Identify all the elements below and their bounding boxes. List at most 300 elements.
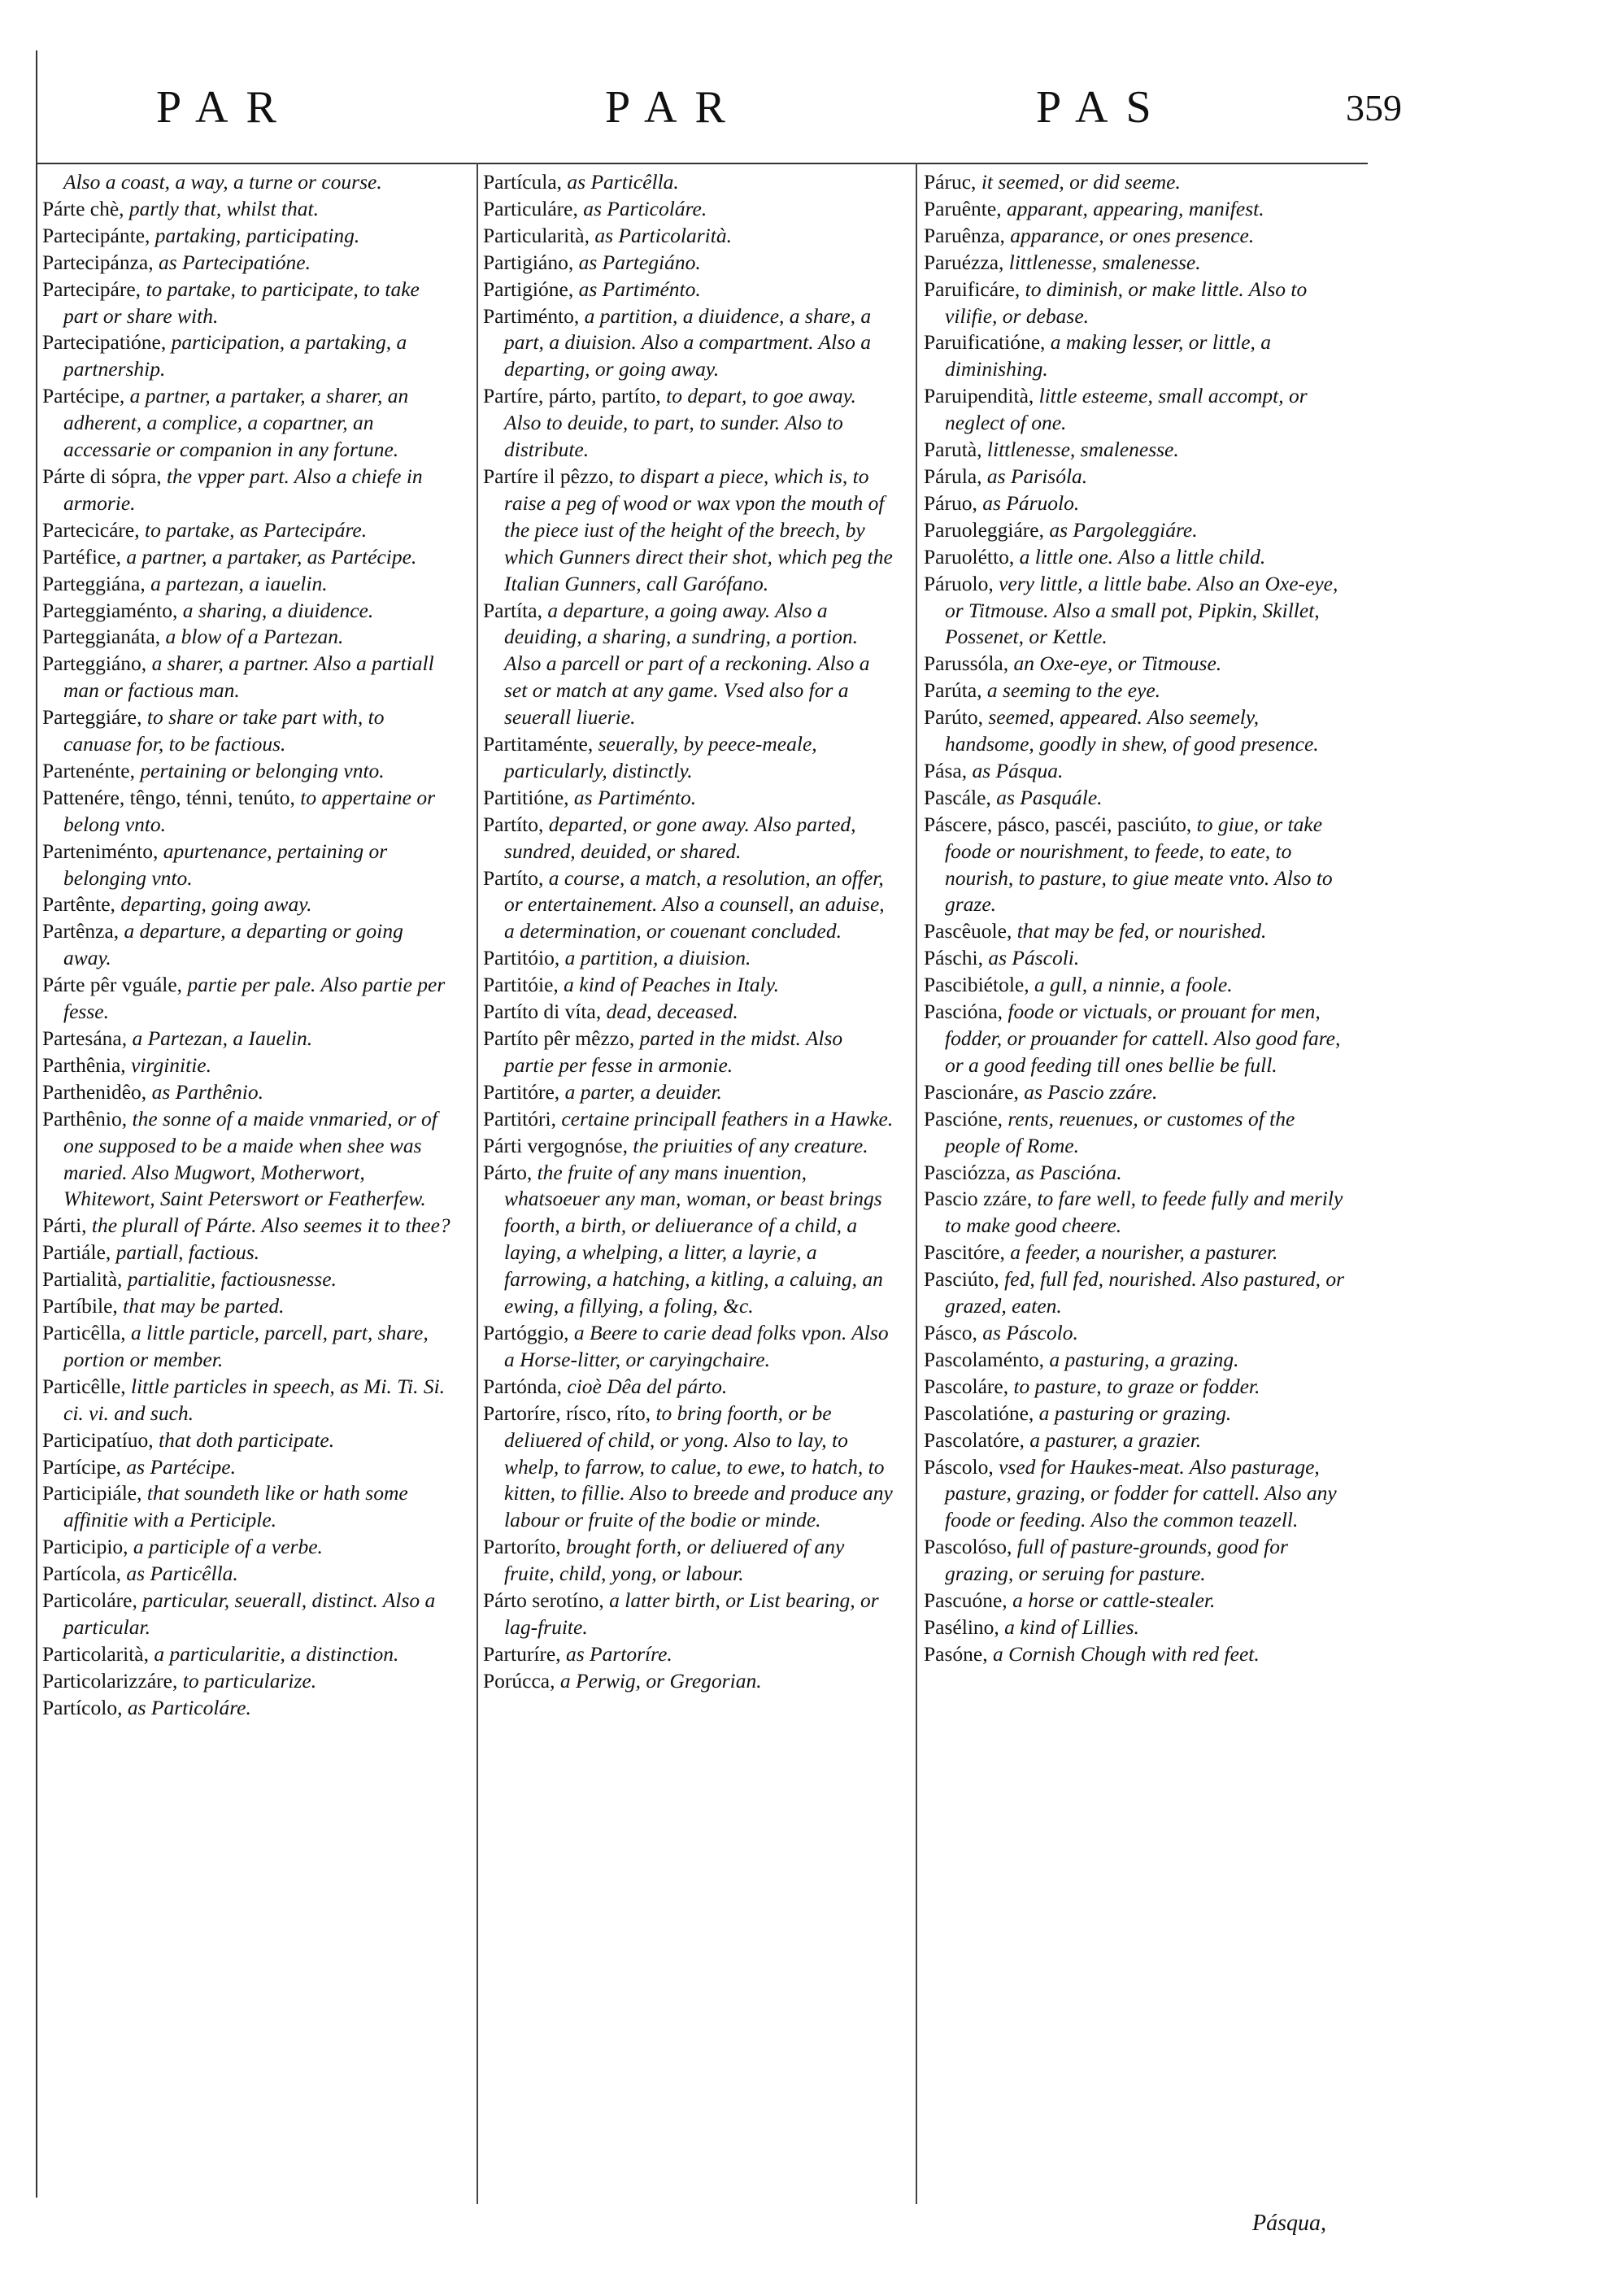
- headword: Particoláre,: [42, 1588, 137, 1613]
- headword: Parúto,: [924, 705, 983, 730]
- dictionary-entry: [924, 250, 1347, 277]
- definition: a pasturer, a grazier.: [1024, 1427, 1202, 1452]
- headword: Paruênte,: [924, 196, 1002, 220]
- headword: Párto,: [483, 1160, 533, 1184]
- definition: as Particoláre.: [577, 196, 707, 220]
- headword: Pasciózza,: [924, 1160, 1011, 1184]
- definition: a partition, a diuision.: [559, 946, 751, 970]
- definition: that may be parted.: [117, 1294, 285, 1318]
- definition: as Parthênio.: [146, 1079, 263, 1104]
- dictionary-entry: [924, 464, 1347, 490]
- dictionary-entry: [924, 383, 1347, 437]
- definition: full of pasture-grounds, good for grazing, or seruing for pasture.: [945, 1535, 1288, 1586]
- definition: a kind of Lillies.: [999, 1614, 1139, 1639]
- headword: Partícolo,: [42, 1695, 123, 1719]
- dictionary-entry: [924, 758, 1347, 785]
- definition: to bring foorth, or be deliuered of child, or yong. Also to lay, to whelp, to farrow, to calue, to ewe, to hatch, to kitten, to fillie. Also to breede and produce any labour or fruite of the bodie or minde.: [504, 1401, 893, 1532]
- entry-list: [42, 196, 453, 1722]
- definition: to partake, as Partecipáre.: [139, 517, 368, 542]
- dictionary-entry: [924, 972, 1347, 999]
- dictionary-entry: [483, 169, 894, 196]
- dictionary-entry: [924, 812, 1347, 919]
- dictionary-entry: [42, 598, 453, 625]
- definition: as Partiménto.: [568, 785, 697, 809]
- definition: as Partecipatióne.: [153, 250, 311, 274]
- dictionary-entry: [42, 383, 453, 464]
- page-number: 359: [1346, 87, 1402, 129]
- definition: as Páruolo.: [977, 490, 1080, 515]
- entry-list: [483, 169, 894, 1695]
- dictionary-entry: [42, 250, 453, 277]
- dictionary-entry: [483, 1320, 894, 1374]
- header-right-word: PAS: [1036, 82, 1169, 133]
- headword: Paruificáre,: [924, 277, 1021, 301]
- dictionary-entry: [42, 1480, 453, 1534]
- headword: Parteggianáta,: [42, 625, 161, 649]
- headword: Partenénte,: [42, 758, 135, 782]
- dictionary-entry: [924, 1641, 1347, 1668]
- headword: Pascio zzáre,: [924, 1187, 1033, 1211]
- headword: Parthênio,: [42, 1106, 128, 1131]
- definition: to dispart a piece, which is, to raise a peg of wood or wax vpon the mouth of the piece iust of the height of the breech, by which Gunners direct their shot, which peg the Italian Gunners, call Garófano.: [504, 464, 893, 595]
- dictionary-entry: [42, 196, 453, 223]
- definition: to diminish, or make little. Also to vilifie, or debase.: [945, 277, 1308, 328]
- headword: Partesána,: [42, 1026, 128, 1050]
- dictionary-entry: [924, 517, 1347, 544]
- headword: Parthênia,: [42, 1052, 126, 1077]
- headword: Parutà,: [924, 438, 982, 462]
- definition: as Particêlla.: [121, 1562, 238, 1586]
- headword: Partécipe,: [42, 384, 125, 408]
- dictionary-entry: [483, 1160, 894, 1320]
- definition: a Partezan, a Iauelin.: [127, 1026, 313, 1050]
- headword: Partíto,: [483, 865, 544, 890]
- headword: Participio,: [42, 1535, 128, 1559]
- headword: Porúcca,: [483, 1668, 555, 1693]
- dictionary-entry: [483, 999, 894, 1026]
- dictionary-entry: [42, 1079, 453, 1106]
- definition: as Partiménto.: [573, 277, 701, 301]
- definition: certaine principall feathers in a Hawke.: [555, 1106, 894, 1131]
- headword: Páruo,: [924, 490, 977, 515]
- dictionary-entry: [924, 785, 1347, 812]
- definition: apparant, appearing, manifest.: [1001, 196, 1264, 220]
- definition: a departure, a departing or going away.: [63, 919, 403, 970]
- dictionary-entry: [483, 1641, 894, 1668]
- dictionary-entry: [483, 812, 894, 865]
- definition: participation, a partaking, a partnership.: [63, 330, 407, 381]
- dictionary-entry: [42, 1239, 453, 1266]
- dictionary-entry: [924, 437, 1347, 464]
- dictionary-entry: [483, 1588, 894, 1641]
- dictionary-entry: [42, 571, 453, 598]
- dictionary-entry: [42, 891, 453, 918]
- column-2: [483, 169, 894, 1695]
- headword: Particêlla,: [42, 1320, 126, 1344]
- dictionary-entry: [42, 1641, 453, 1668]
- headword: Parteggiána,: [42, 571, 146, 595]
- definition: as Partegiáno.: [573, 250, 701, 274]
- dictionary-entry: [924, 169, 1347, 196]
- dictionary-entry: [924, 651, 1347, 677]
- definition: as Pargoleggiáre.: [1043, 517, 1198, 542]
- headword: Páschi,: [924, 946, 983, 970]
- dictionary-entry: [42, 223, 453, 250]
- definition: a partition, a diuidence, a share, a part, a diuision. Also a compartment. Also a departing, or going away.: [504, 303, 872, 381]
- headword: Partênte,: [42, 892, 115, 917]
- definition: vsed for Haukes-meat. Also pasturage, pasture, grazing, or fodder for cattell. Also any foode or feeding. Also the common teazell.: [945, 1454, 1337, 1532]
- headword: Partecipáre,: [42, 277, 141, 301]
- definition: the priuities of any creature.: [628, 1133, 868, 1157]
- definition: a little particle, parcell, part, share, portion or member.: [63, 1320, 429, 1371]
- headword: Pascionáre,: [924, 1079, 1019, 1104]
- definition: to fare well, to feede fully and merily to make good cheere.: [945, 1187, 1343, 1238]
- definition: to particularize.: [177, 1668, 317, 1693]
- definition: apurtenance, pertaining or belonging vnto.: [63, 839, 388, 890]
- headword: Partitóre,: [483, 1079, 560, 1104]
- headword: Partiménto,: [483, 303, 580, 328]
- headword: Particularità,: [483, 223, 590, 247]
- dictionary-entry: [483, 223, 894, 250]
- dictionary-entry: [483, 1106, 894, 1133]
- dictionary-entry: [42, 1454, 453, 1481]
- dictionary-entry: [483, 731, 894, 785]
- running-header: [36, 81, 1402, 146]
- definition: a horse or cattle-stealer.: [1007, 1588, 1216, 1613]
- headword: Partitaménte,: [483, 732, 594, 756]
- definition: a little one. Also a little child.: [1014, 544, 1266, 569]
- definition: a Cornish Chough with red feet.: [987, 1641, 1260, 1666]
- headword: Párti vergognóse,: [483, 1133, 629, 1157]
- headword: Participatíuo,: [42, 1427, 154, 1452]
- definition: a course, a match, a resolution, an offer, or entertainement. Also a counsell, an aduise, a determination, or couenant concluded.: [504, 865, 885, 943]
- headword: Partíta,: [483, 598, 542, 622]
- definition: a seeming to the eye.: [981, 678, 1161, 703]
- definition: that doth participate.: [153, 1427, 335, 1452]
- definition: partly that, whilst that.: [124, 196, 319, 220]
- headword: Partíto di víta,: [483, 1000, 602, 1024]
- headword: Pascoláre,: [924, 1374, 1009, 1398]
- headword: Parúta,: [924, 678, 982, 703]
- dictionary-entry: [483, 1079, 894, 1106]
- definition: partie per pale. Also partie per fesse.: [63, 973, 446, 1024]
- definition: as Particolarità.: [590, 223, 732, 247]
- dictionary-entry: [483, 383, 894, 464]
- dictionary-entry: [42, 277, 453, 330]
- catchword: Pásqua,: [1252, 2211, 1326, 2236]
- headword: Pattenére, têngo, ténni, tenúto,: [42, 785, 295, 809]
- headword: Párte di sópra,: [42, 464, 162, 488]
- headword: Párto serotíno,: [483, 1588, 604, 1613]
- headword: Parthenidêo,: [42, 1079, 147, 1104]
- definition: seemed, appeared. Also seemely, handsome, goodly in shew, of good presence.: [945, 705, 1319, 756]
- dictionary-entry: [924, 1374, 1347, 1401]
- headword: Paruênza,: [924, 223, 1005, 247]
- dictionary-entry: [924, 704, 1347, 758]
- definition: partiall, factious.: [111, 1240, 260, 1265]
- definition: to share or take part with, to canuase for, to be factious.: [63, 705, 385, 756]
- definition: a making lesser, or little, a diminishing.: [945, 330, 1272, 381]
- definition: brought forth, or deliuered of any fruite, child, yong, or labour.: [504, 1535, 845, 1586]
- headword: Pasóne,: [924, 1641, 988, 1666]
- headword: Partícola,: [42, 1562, 122, 1586]
- headword: Partecipánza,: [42, 250, 154, 274]
- headword: Pascále,: [924, 785, 991, 809]
- headword: Páscere, pásco, pascéi, pasciúto,: [924, 812, 1192, 836]
- headword: Parussóla,: [924, 651, 1009, 676]
- entry-list: [924, 169, 1347, 1668]
- headword: Pascuóne,: [924, 1588, 1008, 1613]
- headword: Particêlle,: [42, 1374, 126, 1398]
- dictionary-entry: [42, 1052, 453, 1079]
- headword: Partitóri,: [483, 1106, 556, 1131]
- definition: a participle of a verbe.: [128, 1535, 323, 1559]
- headword: Partialità,: [42, 1267, 123, 1292]
- headword: Partíre il pêzzo,: [483, 464, 614, 488]
- dictionary-entry: [483, 277, 894, 303]
- definition: cioè Dêa del párto.: [562, 1374, 728, 1398]
- dictionary-entry: [42, 839, 453, 892]
- definition: the vpper part. Also a chiefe in armorie.: [63, 464, 423, 515]
- headword: Partíre, párto, partíto,: [483, 384, 661, 408]
- dictionary-entry: [924, 945, 1347, 972]
- headword: Partênza,: [42, 919, 120, 943]
- headword: Partícipe,: [42, 1454, 122, 1479]
- headword: Partóggio,: [483, 1320, 569, 1344]
- dictionary-entry: [924, 1427, 1347, 1454]
- dictionary-entry: [42, 1293, 453, 1320]
- dictionary-entry: [42, 1026, 453, 1052]
- dictionary-entry: [924, 1079, 1347, 1106]
- dictionary-entry: [42, 758, 453, 785]
- definition: a sharer, a partner. Also a partiall man or factious man.: [63, 651, 434, 703]
- definition: departed, or gone away. Also parted, sundred, deuided, or shared.: [504, 812, 856, 863]
- continued-line: Also a coast, a way, a turne or course.: [63, 170, 382, 194]
- definition: that may be fed, or nourished.: [1012, 919, 1267, 943]
- dictionary-entry: [924, 1160, 1347, 1187]
- definition: littlenesse, smalenesse.: [981, 438, 1179, 462]
- definition: a pasturing, a grazing.: [1044, 1347, 1239, 1371]
- headword: Páruolo,: [924, 571, 994, 595]
- dictionary-entry: [924, 277, 1347, 330]
- dictionary-entry: [924, 490, 1347, 517]
- definition: a particularitie, a distinction.: [149, 1641, 399, 1666]
- definition: dead, deceased.: [601, 1000, 738, 1024]
- dictionary-entry: [42, 704, 453, 758]
- definition: that soundeth like or hath some affinitie with a Perticiple.: [63, 1481, 408, 1532]
- headword: Párti,: [42, 1213, 87, 1238]
- dictionary-entry: [483, 303, 894, 384]
- headword: Paruificatióne,: [924, 330, 1046, 355]
- headword: Parteggiáre,: [42, 705, 142, 730]
- dictionary-entry: [924, 544, 1347, 571]
- column-divider: [916, 163, 917, 2204]
- dictionary-entry: [42, 1695, 453, 1722]
- definition: departing, going away.: [115, 892, 312, 917]
- dictionary-entry: [924, 329, 1347, 383]
- column-1: [42, 169, 453, 1722]
- definition: a parter, a deuider.: [559, 1079, 722, 1104]
- definition: little esteeme, small accompt, or neglect of one.: [945, 384, 1308, 435]
- headword: Pascibiétole,: [924, 973, 1029, 997]
- dictionary-entry: [42, 1374, 453, 1427]
- definition: pertaining or belonging vnto.: [135, 758, 385, 782]
- dictionary-entry: [483, 785, 894, 812]
- dictionary-entry: [924, 571, 1347, 651]
- definition: a departure, a going away. Also a deuiding, a sharing, a sundring, a portion. Also a parcell or part of a reckoning. Also a set or match at any game. Vsed also for a seuerall liuerie.: [504, 598, 870, 730]
- dictionary-entry: [42, 1266, 453, 1293]
- dictionary-entry: [42, 1668, 453, 1695]
- dictionary-entry: [483, 865, 894, 946]
- definition: to partake, to participate, to take part or share with.: [63, 277, 420, 328]
- dictionary-entry: [483, 945, 894, 972]
- definition: the plurall of Párte. Also seemes it to thee?: [86, 1213, 450, 1238]
- headword: Pascolaménto,: [924, 1347, 1045, 1371]
- dictionary-entry: [42, 651, 453, 704]
- headword: Partoríto,: [483, 1535, 561, 1559]
- headword: Pása,: [924, 758, 968, 782]
- dictionary-entry: [42, 972, 453, 1026]
- headword: Parturíre,: [483, 1641, 561, 1666]
- dictionary-entry: [924, 999, 1347, 1079]
- definition: the fruite of any mans inuention, whatsoeuer any man, woman, or beast brings foorth, a birth, or deliuerance of a child, a laying, a whelping, a litter, a layrie, a farrowing, a hatching, a kitling, a caluing, an ewing, a fillying, a foling, &c.: [504, 1160, 883, 1318]
- column-3: [924, 169, 1347, 1668]
- definition: partaking, participating.: [150, 223, 360, 247]
- headword: Partónda,: [483, 1374, 563, 1398]
- dictionary-entry: [42, 464, 453, 517]
- dictionary-entry: [924, 1614, 1347, 1641]
- headword: Párula,: [924, 464, 982, 488]
- definition: the sonne of a maide vnmaried, or of one supposed to be a maide when shee was maried. Also Mugwort, Motherwort, Whitewort, Saint Peterswort or Featherfew.: [63, 1106, 437, 1211]
- headword: Partigiáno,: [483, 250, 574, 274]
- headword: Pascêuole,: [924, 919, 1012, 943]
- column-divider: [477, 163, 478, 2204]
- definition: fed, full fed, nourished. Also pastured, or grazed, eaten.: [945, 1267, 1345, 1318]
- headword: Partíto,: [483, 812, 544, 836]
- dictionary-entry: [42, 1320, 453, 1374]
- headword: Pascióne,: [924, 1106, 1003, 1131]
- headword: Pásco,: [924, 1320, 977, 1344]
- headword: Partitóie,: [483, 973, 559, 997]
- dictionary-entry: [483, 464, 894, 598]
- dictionary-entry: [42, 624, 453, 651]
- headword: Paruézza,: [924, 250, 1004, 274]
- dictionary-entry: [42, 1588, 453, 1641]
- dictionary-entry: [483, 972, 894, 999]
- definition: a Beere to carie dead folks vpon. Also a Horse-litter, or caryingchaire.: [504, 1320, 889, 1371]
- dictionary-entry: [483, 1534, 894, 1588]
- headword: Pasciúto,: [924, 1267, 999, 1292]
- dictionary-entry: [924, 1401, 1347, 1427]
- definition: foode or victuals, or prouant for men, fodder, or prouander for cattell. Also good fare, or a good feeding till ones bellie be full.: [945, 1000, 1341, 1077]
- headword: Pascolatóre,: [924, 1427, 1025, 1452]
- headword: Partigióne,: [483, 277, 574, 301]
- definition: as Partoríre.: [560, 1641, 672, 1666]
- dictionary-entry: [483, 250, 894, 277]
- dictionary-entry: [483, 1668, 894, 1695]
- headword: Parteggiáno,: [42, 651, 147, 676]
- dictionary-entry: [483, 1401, 894, 1535]
- dictionary-entry: [924, 1454, 1347, 1535]
- definition: a feeder, a nourisher, a pasturer.: [1004, 1240, 1278, 1265]
- definition: it seemed, or did seeme.: [976, 170, 1181, 194]
- definition: as Particêlla.: [562, 170, 679, 194]
- header-middle-word: PAR: [605, 82, 743, 133]
- dictionary-entry: [42, 918, 453, 972]
- dictionary-entry: [483, 598, 894, 732]
- definition: littlenesse, smalenesse.: [1003, 250, 1201, 274]
- definition: to depart, to goe away. Also to deuide, to part, to sunder. Also to distribute.: [504, 384, 856, 462]
- definition: a kind of Peaches in Italy.: [558, 973, 780, 997]
- definition: as Pascio zzáre.: [1018, 1079, 1158, 1104]
- headword: Particuláre,: [483, 196, 578, 220]
- headword: Pascolatióne,: [924, 1401, 1034, 1425]
- headword: Partiále,: [42, 1240, 111, 1265]
- definition: as Pasquále.: [990, 785, 1103, 809]
- definition: a blow of a Partezan.: [160, 625, 344, 649]
- headword: Paruolétto,: [924, 544, 1015, 569]
- dictionary-entry: [483, 1374, 894, 1401]
- headword: Páruc,: [924, 170, 977, 194]
- dictionary-entry: [42, 1561, 453, 1588]
- headword: Particolarizzáre,: [42, 1668, 178, 1693]
- headword: Partícula,: [483, 170, 563, 194]
- definition: a partner, a partaker, as Partécipe.: [120, 544, 417, 569]
- headword: Párte chè,: [42, 196, 124, 220]
- header-left-word: PAR: [156, 82, 294, 133]
- headword: Partecipatióne,: [42, 330, 167, 355]
- headword: Partitóio,: [483, 946, 560, 970]
- headword: Particolarità,: [42, 1641, 149, 1666]
- headword: Pascióna,: [924, 1000, 1003, 1024]
- dictionary-entry: [924, 196, 1347, 223]
- definition: a latter birth, or List bearing, or lag-fruite.: [504, 1588, 879, 1639]
- dictionary-entry: [483, 196, 894, 223]
- headword: Parteniménto,: [42, 839, 159, 863]
- dictionary-entry: [924, 1106, 1347, 1160]
- definition: a sharing, a diuidence.: [177, 598, 374, 622]
- dictionary-entry: [483, 1133, 894, 1160]
- dictionary-entry: [924, 1239, 1347, 1266]
- headword: Partíbile,: [42, 1294, 118, 1318]
- dictionary-entry: [924, 1320, 1347, 1347]
- headword: Partitióne,: [483, 785, 569, 809]
- definition: to giue, or take foode or nourishment, to feede, to eate, to nourish, to pasture, to giue meate vnto. Also to graze.: [945, 812, 1333, 917]
- definition: as Parisóla.: [981, 464, 1088, 488]
- dictionary-entry: [42, 544, 453, 571]
- definition: an Oxe-eye, or Titmouse.: [1008, 651, 1222, 676]
- headword: Pascitóre,: [924, 1240, 1005, 1265]
- definition: parted in the midst. Also partie per fesse in armonie.: [504, 1026, 843, 1077]
- dictionary-entry: [924, 1347, 1347, 1374]
- definition: to pasture, to graze or fodder.: [1008, 1374, 1260, 1398]
- definition: rents, reuenues, or customes of the people of Rome.: [945, 1106, 1295, 1157]
- dictionary-entry: [42, 1106, 453, 1213]
- dictionary-entry: [924, 1266, 1347, 1320]
- dictionary-entry: [924, 1534, 1347, 1588]
- definition: a gull, a ninnie, a foole.: [1029, 973, 1233, 997]
- definition: partialitie, factiousnesse.: [122, 1267, 337, 1292]
- dictionary-entry: [924, 223, 1347, 250]
- definition: particular, seuerall, distinct. Also a particular.: [63, 1588, 436, 1639]
- dictionary-entry: [42, 1213, 453, 1239]
- dictionary-entry: [42, 1427, 453, 1454]
- headword: Pascolóso,: [924, 1535, 1012, 1559]
- definition: apparance, or ones presence.: [1004, 223, 1255, 247]
- dictionary-entry: [42, 785, 453, 839]
- definition: seuerally, by peece-meale, particularly, distinctly.: [504, 732, 817, 782]
- headword: Paruipendità,: [924, 384, 1034, 408]
